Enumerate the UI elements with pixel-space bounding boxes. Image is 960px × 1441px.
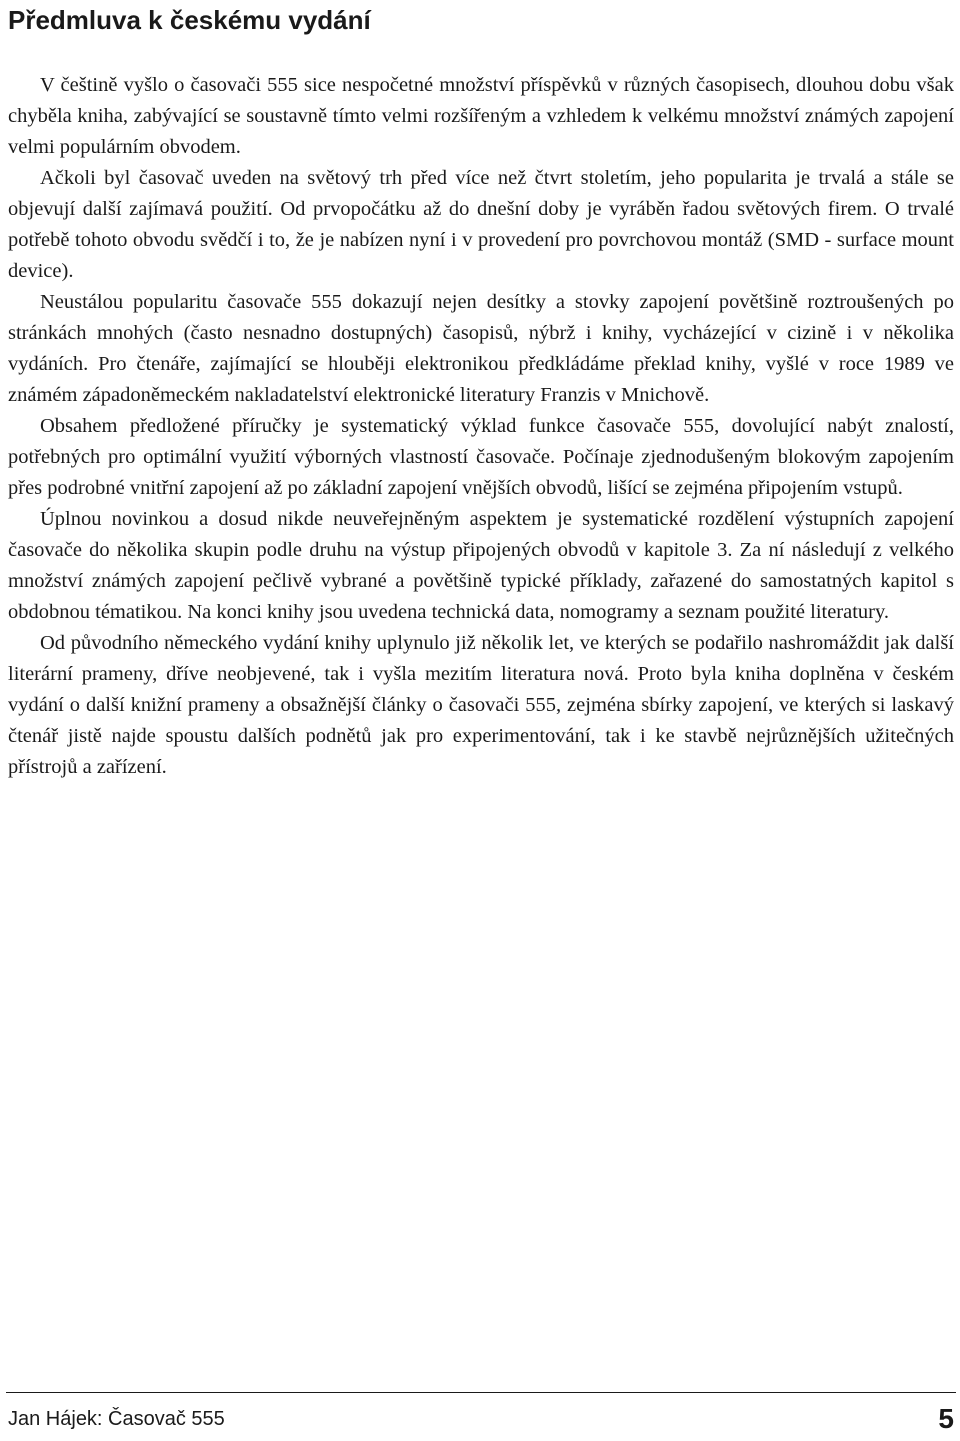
footer-divider: [6, 1392, 956, 1393]
footer-author-title: Jan Hájek: Časovač 555: [8, 1408, 225, 1430]
paragraph: Od původního německého vydání knihy uplynulo již několik let, ve kterých se podařilo nashromáždit jak další literární prameny, dříve neobjevené, tak i vyšla mezitím literatura nová. Proto byla kniha doplněna v českém vydání o další knižní prameny a obsažnější články o časovači 555, zejména sbírky zapojení, ve kterých si laskavý čtenář jistě najde spoustu dalších podnětů jak pro experimentování, tak i ke stavbě nejrůznějších užitečných přístrojů a zařízení.: [8, 632, 954, 778]
page-number: 5: [938, 1403, 954, 1434]
body-text: [8, 70, 954, 783]
paragraph: V češtině vyšlo o časovači 555 sice nespočetné množství příspěvků v různých časopisech, dlouhou dobu však chyběla kniha, zabývající se soustavně tímto velmi rozšířeným a vzhledem k velkému množství známých zapojení velmi populárním obvodem.: [8, 74, 954, 158]
paragraph: Ačkoli byl časovač uveden na světový trh před více než čtvrt stoletím, jeho popularita je trvalá a stále se objevují další zajímavá použití. Od prvopočátku až do dnešní doby je vyráběn řadou světových firem. O trvalé potřebě tohoto obvodu svědčí i to, že je nabízen nyní i v provedení pro povrchovou montáž (SMD - surface mount device).: [8, 167, 954, 282]
paragraph: Úplnou novinkou a dosud nikde neuveřejněným aspektem je systematické rozdělení výstupních zapojení časovače do několika skupin podle druhu na výstup připojených obvodů v kapitole 3. Za ní následují z velkého množství známých zapojení pečlivě vybrané a povětšině typické příklady, zařazené do samostatných kapitol s obdobnou tématikou. Na konci knihy jsou uvedena technická data, nomogramy a seznam použité literatury.: [8, 508, 954, 623]
page-title: Předmluva k českému vydání: [8, 5, 371, 35]
paragraph: Obsahem předložené příručky je systematický výklad funkce časovače 555, dovolující nabýt znalostí, potřebných pro optimální využití výborných vlastností časovače. Počínaje zjednodušeným blokovým zapojením přes podrobné vnitřní zapojení až po základní zapojení vnějších obvodů, lišící se zejména připojením vstupů.: [8, 415, 954, 499]
paragraph: Neustálou popularitu časovače 555 dokazují nejen desítky a stovky zapojení povětšině roztroušených po stránkách mnohých (často nesnadno dostupných) časopisů, nýbrž i knihy, vycházející v cizině i v několika vydáních. Pro čtenáře, zajímající se hlouběji elektronikou předkládáme překlad knihy, vyšlé v roce 1989 ve známém západoněmeckém nakladatelství elektronické literatury Franzis v Mnichově.: [8, 291, 954, 406]
